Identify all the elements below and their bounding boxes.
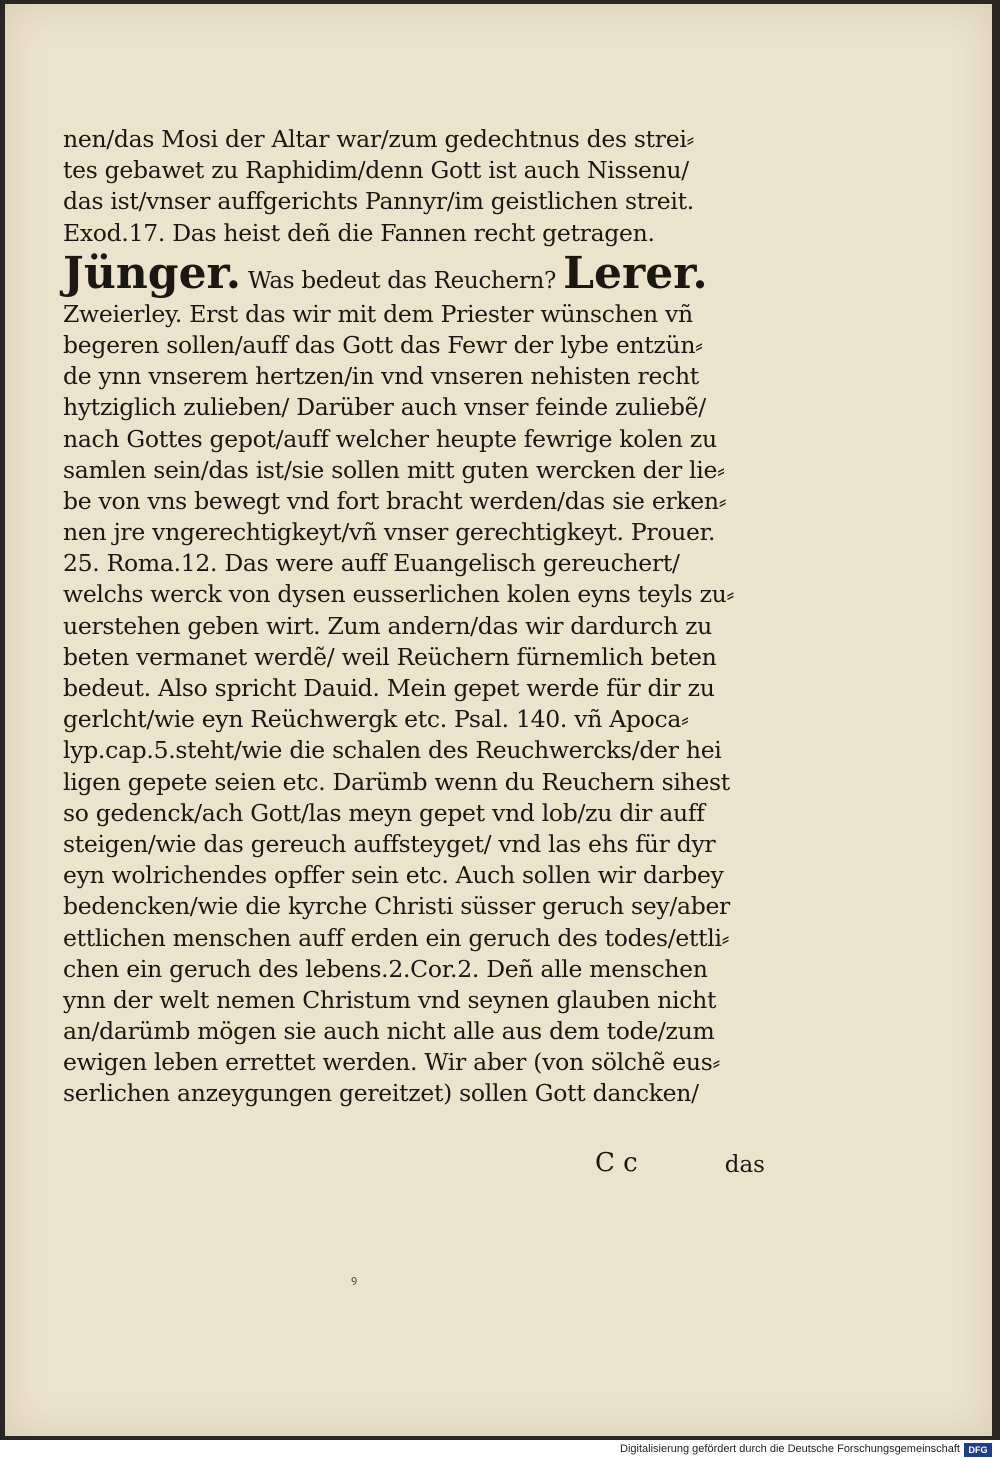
book-page <box>5 4 992 1436</box>
text-block <box>63 124 773 1110</box>
text-line: das ist/vnser auffgerichts Pannyr/im geistlichen streit. <box>63 187 694 216</box>
text-line: 25. Roma.12. Das were auff Euangelisch gereuchert/ <box>63 549 680 578</box>
footer-bar <box>0 1440 1000 1461</box>
catchline <box>595 1148 765 1188</box>
speaker-lerer: Lerer. <box>563 247 708 299</box>
text-line: chen ein geruch des lebens.2.Cor.2. Deñ alle menschen <box>63 954 708 983</box>
text-line: nach Gottes gepot/auff welcher heupte fewrige kolen zu <box>63 424 717 453</box>
text-line: tes gebawet zu Raphidim/denn Gott ist auch Nissenu/ <box>63 156 689 185</box>
text-line: ynn der welt nemen Christum vnd seynen glauben nicht <box>63 985 717 1014</box>
text-line: be von vns bewegt vnd fort bracht werden/das sie erken⸗ <box>63 486 727 515</box>
text-line: Zweierley. Erst das wir mit dem Priester wünschen vñ <box>63 299 693 328</box>
text-line: beten vermanet werdẽ/ weil Reüchern fürnemlich beten <box>63 642 717 671</box>
catchword: das <box>724 1152 765 1178</box>
dfg-logo-icon: DFG <box>964 1443 992 1457</box>
text-line: ewigen leben errettet werden. Wir aber (von sölchẽ eus⸗ <box>63 1048 720 1077</box>
signature-mark: C c <box>595 1148 638 1178</box>
text-line: lyp.cap.5.steht/wie die schalen des Reuchwercks/der hei <box>63 736 722 765</box>
text-line: ettlichen menschen auff erden ein geruch des todes/ettli⸗ <box>63 923 730 952</box>
text-line: nen/das Mosi der Altar war/zum gedechtnus des strei⸗ <box>63 125 695 153</box>
speaker-juenger: Jünger. <box>63 247 242 299</box>
text-line: uerstehen geben wirt. Zum andern/das wir dardurch zu <box>63 611 712 640</box>
funding-credit: Digitalisierung gefördert durch die Deutsche Forschungsgemeinschaft <box>620 1443 960 1455</box>
text-line: Exod.17. Das heist deñ die Fannen recht getragen. <box>63 218 655 247</box>
text-line: steigen/wie das gereuch auffsteyget/ vnd las ehs für dyr <box>63 829 716 858</box>
text-line: bedencken/wie die kyrche Christi süsser geruch sey/aber <box>63 892 730 921</box>
text-line: ligen gepete seien etc. Darümb wenn du Reuchern sihest <box>63 767 730 796</box>
question-text: Was bedeut das Reuchern? <box>248 267 557 294</box>
text-line: eyn wolrichendes opffer sein etc. Auch sollen wir darbey <box>63 861 724 890</box>
text-line: hytziglich zulieben/ Darüber auch vnser feinde zuliebẽ/ <box>63 393 706 422</box>
text-line: nen jre vngerechtigkeyt/vñ vnser gerechtigkeyt. Prouer. <box>63 518 716 547</box>
text-line: de ynn vnserem hertzen/in vnd vnseren nehisten recht <box>63 362 699 391</box>
small-mark: ꝰ <box>351 1272 358 1291</box>
dialogue-heading <box>63 249 773 299</box>
text-line: an/darümb mögen sie auch nicht alle aus dem tode/zum <box>63 1017 715 1046</box>
text-line: welchs werck von dysen eusserlichen kolen eyns teyls zu⸗ <box>63 580 735 609</box>
text-line: bedeut. Also spricht Dauid. Mein gepet werde für dir zu <box>63 674 715 702</box>
text-line: so gedenck/ach Gott/las meyn gepet vnd lob/zu dir auff <box>63 798 705 827</box>
text-line: gerlcht/wie eyn Reüchwergk etc. Psal. 140. vñ Apoca⸗ <box>63 705 689 734</box>
text-line: samlen sein/das ist/sie sollen mitt guten wercken der lie⸗ <box>63 455 725 484</box>
text-line: serlichen anzeygungen gereitzet) sollen Gott dancken/ <box>63 1079 699 1108</box>
text-line: begeren sollen/auff das Gott das Fewr der lybe entzün⸗ <box>63 330 703 359</box>
